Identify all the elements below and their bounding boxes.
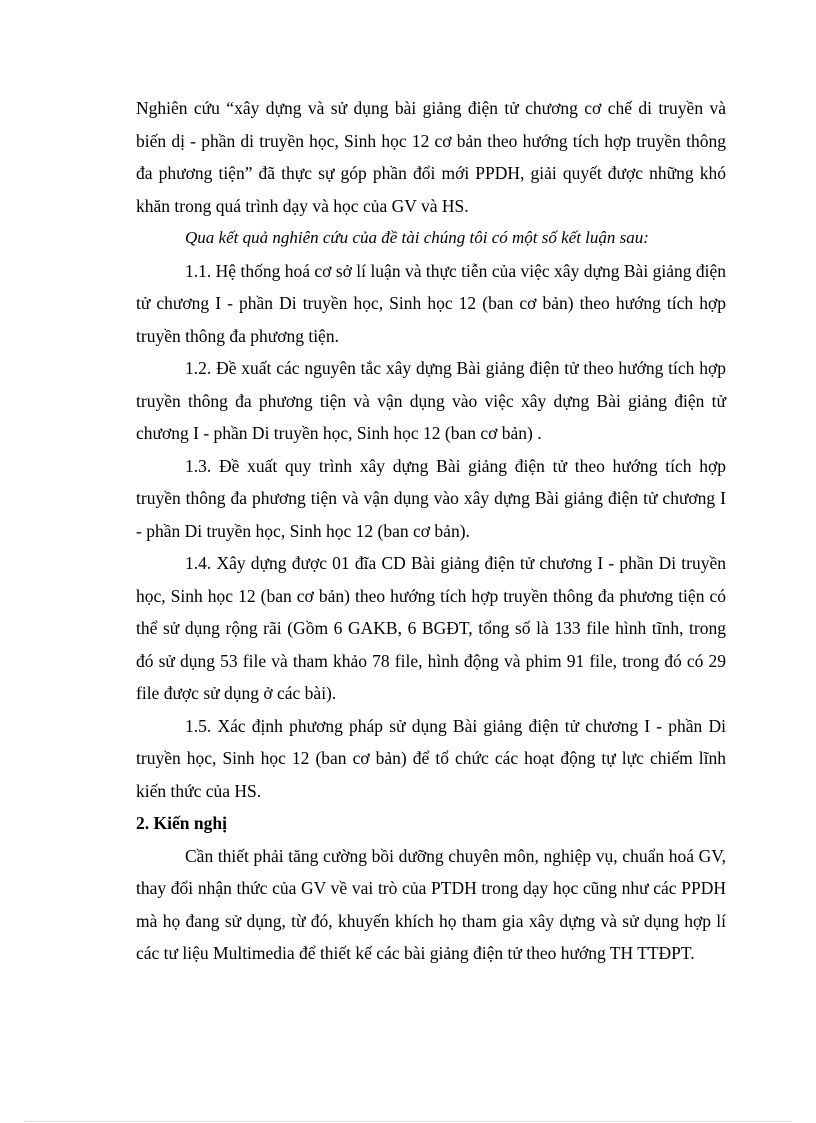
page-bottom-divider — [24, 1121, 792, 1122]
conclusion-item-1-4: 1.4. Xây dựng được 01 đĩa CD Bài giảng điện tử chương I - phần Di truyền học, Sinh học 12 (ban cơ bản) theo hướng tích hợp truyền thông đa phương tiện có thể sử dụng rộng rãi (Gồm 6 GAKB, 6 BGĐT, tổng số là 133 file hình tĩnh, trong đó sử dụng 53 file và tham khảo 78 file, hình động và phim 91 file, trong đó có 29 file được sử dụng ở các bài). — [136, 553, 726, 703]
intro-paragraph: Nghiên cứu “xây dựng và sử dụng bài giảng điện tử chương cơ chế di truyền và biến dị - phần di truyền học, Sinh học 12 cơ bản theo hướng tích hợp truyền thông đa phương tiện” đã thực sự góp phần đổi mới PPDH, giải quyết được những khó khăn trong quá trình dạy và học của GV và HS. — [136, 98, 726, 216]
conclusion-item-1-1: 1.1. Hệ thống hoá cơ sở lí luận và thực tiễn của việc xây dựng Bài giảng điện tử chương I - phần Di truyền học, Sinh học 12 (ban cơ bản) theo hướng tích hợp truyền thông đa phương tiện. — [136, 260, 726, 346]
section-heading: 2. Kiến nghị — [136, 813, 227, 833]
conclusion-item-1-5: 1.5. Xác định phương pháp sử dụng Bài giảng điện tử chương I - phần Di truyền học, Sinh học 12 (ban cơ bản) để tổ chức các hoạt động tự lực chiếm lĩnh kiến thức của HS. — [136, 715, 726, 801]
recommendation-paragraph: Cần thiết phải tăng cường bồi dưỡng chuyên môn, nghiệp vụ, chuẩn hoá GV, thay đổi nhận thức của GV về vai trò của PTDH trong dạy học cũng như các PPDH mà họ đang sử dụng, từ đó, khuyến khích họ tham gia xây dựng và sử dụng hợp lí các tư liệu Multimedia để thiết kế các bài giảng điện tử theo hướng TH TTĐPT. — [136, 845, 726, 963]
conclusion-item-1-2: 1.2. Đề xuất các nguyên tắc xây dựng Bài giảng điện tử theo hướng tích hợp truyền thông đa phương tiện và vận dụng vào việc xây dựng Bài giảng điện tử chương I - phần Di truyền học, Sinh học 12 (ban cơ bản) . — [136, 358, 726, 443]
conclusion-lead: Qua kết quả nghiên cứu của đề tài chúng tôi có một số kết luận sau: — [185, 228, 649, 247]
conclusion-item-1-3: 1.3. Đề xuất quy trình xây dựng Bài giảng điện tử theo hướng tích hợp truyền thông đa phương tiện và vận dụng vào xây dựng Bài giảng điện tử chương I - phần Di truyền học, Sinh học 12 (ban cơ bản). — [136, 455, 726, 541]
document-page — [136, 92, 726, 970]
